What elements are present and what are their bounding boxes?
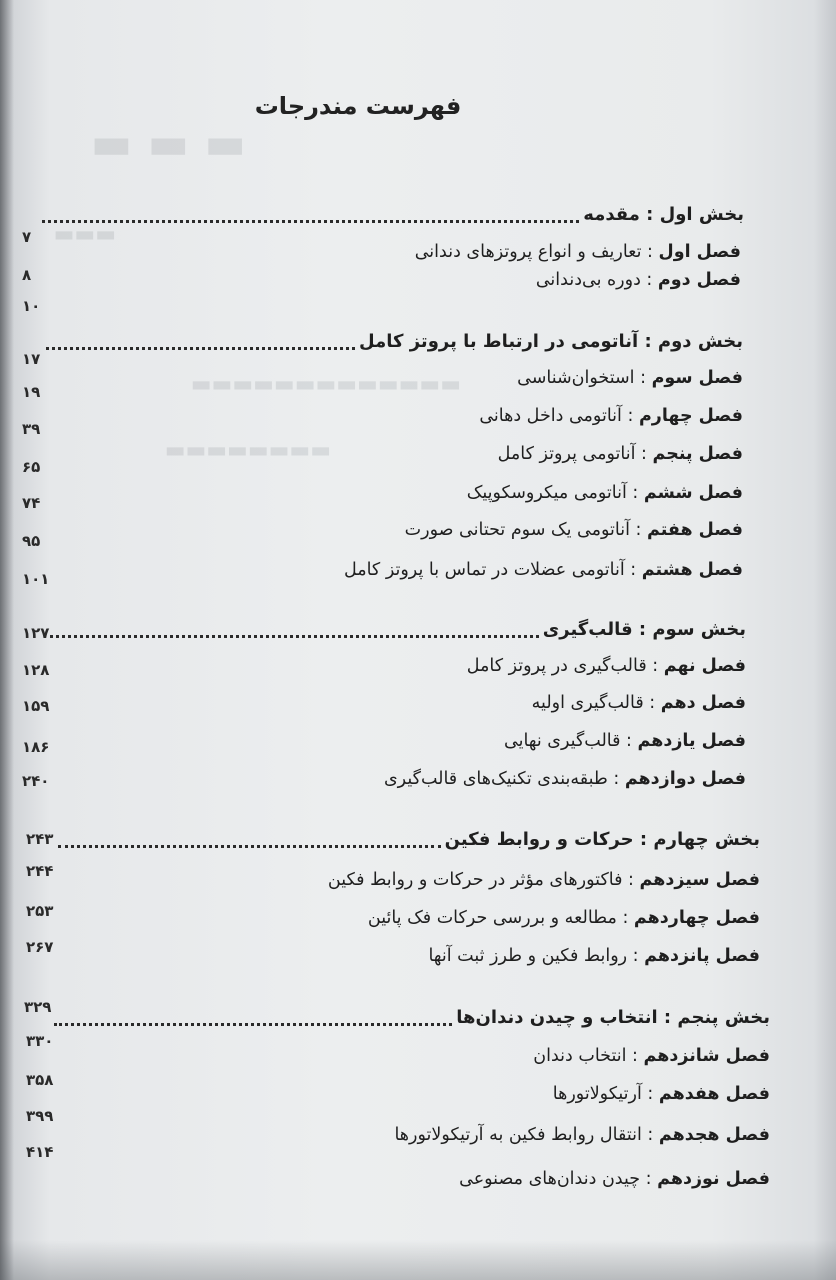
page-number: ۱۰ [22,297,41,315]
chapter-entry[interactable] [384,767,746,791]
chapter-title: : روابط فکین و طرز ثبت آنها [428,946,645,966]
chapter-label: فصل دهم [660,693,746,713]
page-number: ۱۲۷ [22,624,50,642]
page-number: ۱۷ [22,350,41,368]
chapter-label: فصل سوم [651,368,743,388]
chapter-label: فصل هفتم [646,520,743,540]
chapter-title: : انتخاب دندان [533,1046,644,1066]
chapter-label: فصل هجدهم [658,1125,770,1145]
page-number: ۱۸۶ [22,738,50,756]
chapter-title: : استخوان‌شناسی [517,368,652,388]
chapter-title: : دوره بی‌دندانی [535,270,658,290]
dot-leader [46,347,355,350]
chapter-title: : قالب‌گیری اولیه [531,693,661,713]
chapter-entry[interactable] [517,366,743,390]
chapter-entry[interactable] [328,868,760,892]
page-number: ۲۴۰ [22,772,50,790]
page-number: ۱۵۹ [22,697,50,715]
page-number: ۲۴۴ [26,862,54,880]
chapter-label: فصل هشتم [641,560,743,580]
chapter-entry[interactable] [504,729,746,753]
page-number: ۸ [22,266,32,284]
bleed-through-text: ▬▬▬ [53,222,116,247]
chapter-title: : آناتومی داخل دهانی [479,406,639,426]
chapter-entry[interactable] [368,906,760,930]
chapter-label: فصل یازدهم [637,731,746,751]
dot-leader [54,1023,452,1026]
page-number: ۱۲۸ [22,661,50,679]
dot-leader [50,635,539,638]
section-heading[interactable]: بخش چهارم : حرکات و روابط فکین [444,829,760,850]
chapter-label: فصل هفدهم [658,1084,770,1104]
chapter-entry[interactable] [467,654,746,678]
page-number: ۱۹ [22,383,41,401]
chapter-label: فصل شانزدهم [643,1046,770,1066]
dot-leader [58,845,441,848]
page-number: ۷ [22,228,32,246]
chapter-label: فصل چهاردهم [633,908,760,928]
chapter-title: : انتقال روابط فکین به آرتیکولاتورها [394,1125,659,1145]
chapter-title: : قالب‌گیری نهایی [504,731,638,751]
chapter-title: : طبقه‌بندی تکنیک‌های قالب‌گیری [383,769,625,789]
chapter-label: فصل نوزدهم [657,1169,770,1189]
bleed-through-text: ▬▬▬▬▬▬▬▬ [164,438,331,463]
chapter-label: فصل چهارم [638,406,743,426]
page-number: ۳۹۹ [26,1107,54,1125]
chapter-label: فصل اول [658,242,741,262]
page-title: فهرست مندرجات [254,92,462,120]
page-number: ۴۱۴ [26,1143,54,1161]
chapter-label: فصل سیزدهم [639,870,760,890]
chapter-title: : فاکتورهای مؤثر در حرکات و روابط فکین [327,870,640,890]
chapter-label: فصل نهم [663,656,746,676]
bottom-shadow [0,1240,836,1280]
section-heading[interactable]: بخش دوم : آناتومی در ارتباط با پروتز کامل [359,331,743,352]
page-number: ۲۴۳ [26,830,54,848]
chapter-label: فصل پانزدهم [644,946,760,966]
chapter-entry[interactable] [553,1082,770,1106]
chapter-title: : آرتیکولاتورها [552,1084,659,1104]
chapter-title: : تعاریف و انواع پروتزهای دندانی [414,242,659,262]
chapter-title: : مطالعه و بررسی حرکات فک پائین [367,908,634,928]
bleed-through-text: ▬▬▬▬▬▬▬▬▬▬▬▬▬ [190,372,461,397]
chapter-title: : آناتومی یک سوم تحتانی صورت [404,520,647,540]
page-number: ۱۰۱ [22,570,50,588]
bleed-through-text: ▬ ▬ ▬ [90,118,246,169]
chapter-entry[interactable] [498,442,743,466]
chapter-entry[interactable] [405,518,743,542]
page-edge-shadow [814,0,836,1280]
chapter-label: فصل ششم [643,483,743,503]
chapter-entry[interactable] [467,481,743,505]
chapter-label: فصل دوازدهم [624,769,746,789]
chapter-entry[interactable] [394,1123,770,1147]
page-number: ۳۳۰ [26,1032,54,1050]
chapter-entry[interactable] [536,268,741,292]
chapter-entry[interactable] [533,1044,770,1068]
chapter-title: : آناتومی میکروسکوپیک [466,483,644,503]
section-heading[interactable]: بخش سوم : قالب‌گیری [542,619,746,640]
section-heading[interactable]: بخش پنجم : انتخاب و چیدن دندان‌ها [456,1007,770,1028]
chapter-entry[interactable] [459,1167,770,1191]
chapter-label: فصل دوم [657,270,741,290]
page-number: ۶۵ [22,458,41,476]
chapter-entry[interactable] [344,558,743,582]
chapter-title: : آناتومی عضلات در تماس با پروتز کامل [343,560,642,580]
chapter-entry[interactable] [428,944,760,968]
chapter-entry[interactable] [479,404,743,428]
section-heading[interactable]: بخش اول : مقدمه [583,204,744,225]
page-number: ۳۹ [22,420,41,438]
chapter-entry[interactable] [415,240,741,264]
book-spine-shadow [0,0,14,1280]
chapter-entry[interactable] [532,691,746,715]
chapter-title: : آناتومی پروتز کامل [497,444,653,464]
chapter-title: : قالب‌گیری در پروتز کامل [466,656,664,676]
page-number: ۳۲۹ [24,998,52,1016]
page-number: ۲۶۷ [26,938,54,956]
chapter-title: : چیدن دندان‌های مصنوعی [459,1169,658,1189]
page-number: ۹۵ [22,532,41,550]
dot-leader [42,220,579,223]
page-number: ۲۵۳ [26,902,54,920]
page-number: ۷۴ [22,494,41,512]
chapter-label: فصل پنجم [652,444,743,464]
page-number: ۳۵۸ [26,1071,54,1089]
